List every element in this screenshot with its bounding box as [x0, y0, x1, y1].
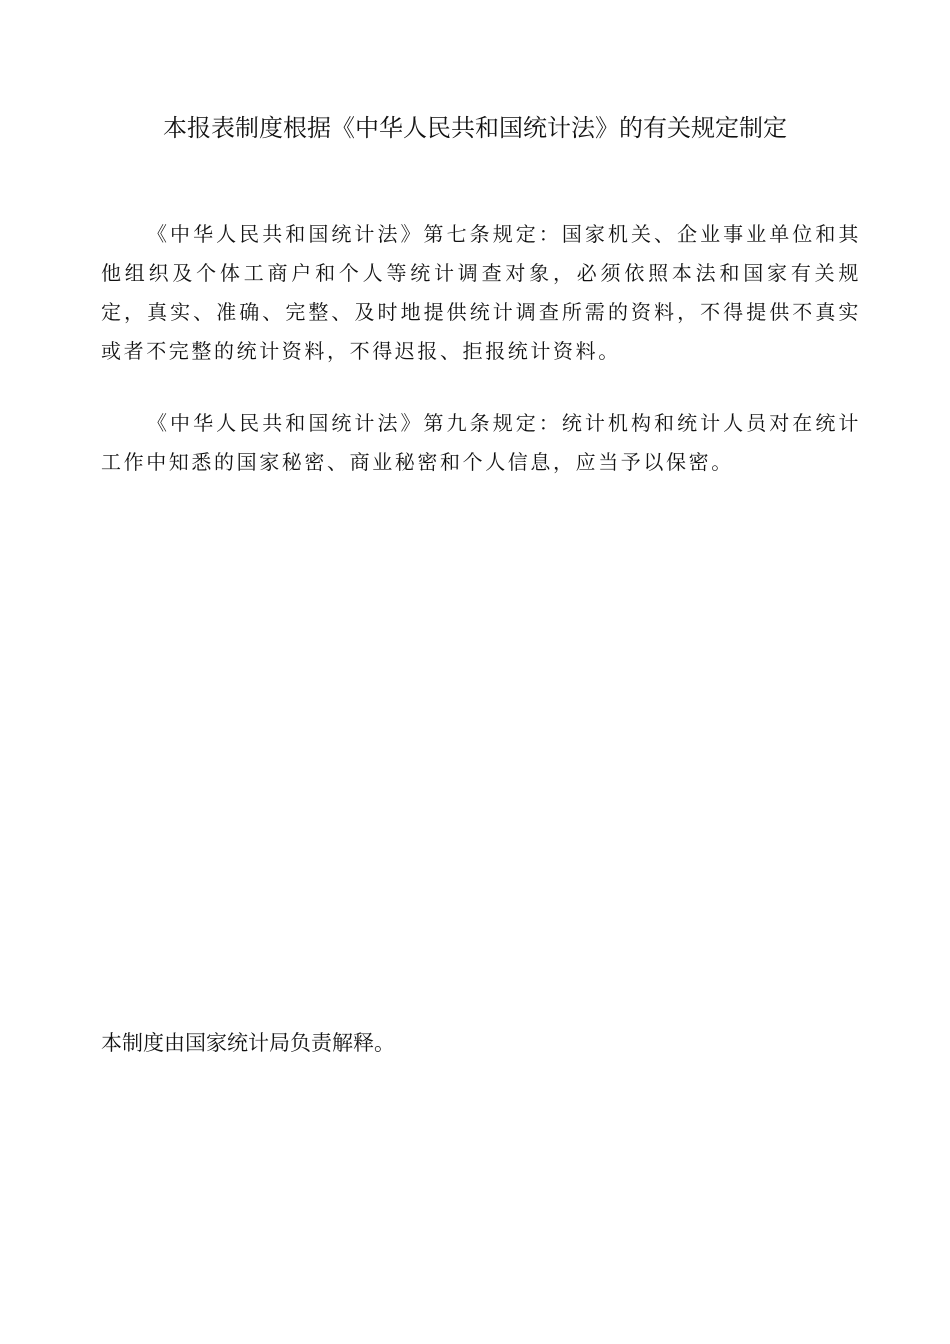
article-7-paragraph: 《中华人民共和国统计法》第七条规定：国家机关、企业事业单位和其他组织及个体工商户和个人等统计调查对象，必须依照本法和国家有关规定，真实、准确、完整、及时地提供统计调查所需的资料，不得提供不真实或者不完整的统计资料，不得迟报、拒报统计资料。: [101, 222, 861, 363]
document-title: 本报表制度根据《中华人民共和国统计法》的有关规定制定: [163, 114, 787, 142]
article-9-paragraph: 《中华人民共和国统计法》第九条规定：统计机构和统计人员对在统计工作中知悉的国家秘密、商业秘密和个人信息，应当予以保密。: [101, 411, 861, 474]
interpretation-note: 本制度由国家统计局负责解释。: [101, 1031, 395, 1055]
